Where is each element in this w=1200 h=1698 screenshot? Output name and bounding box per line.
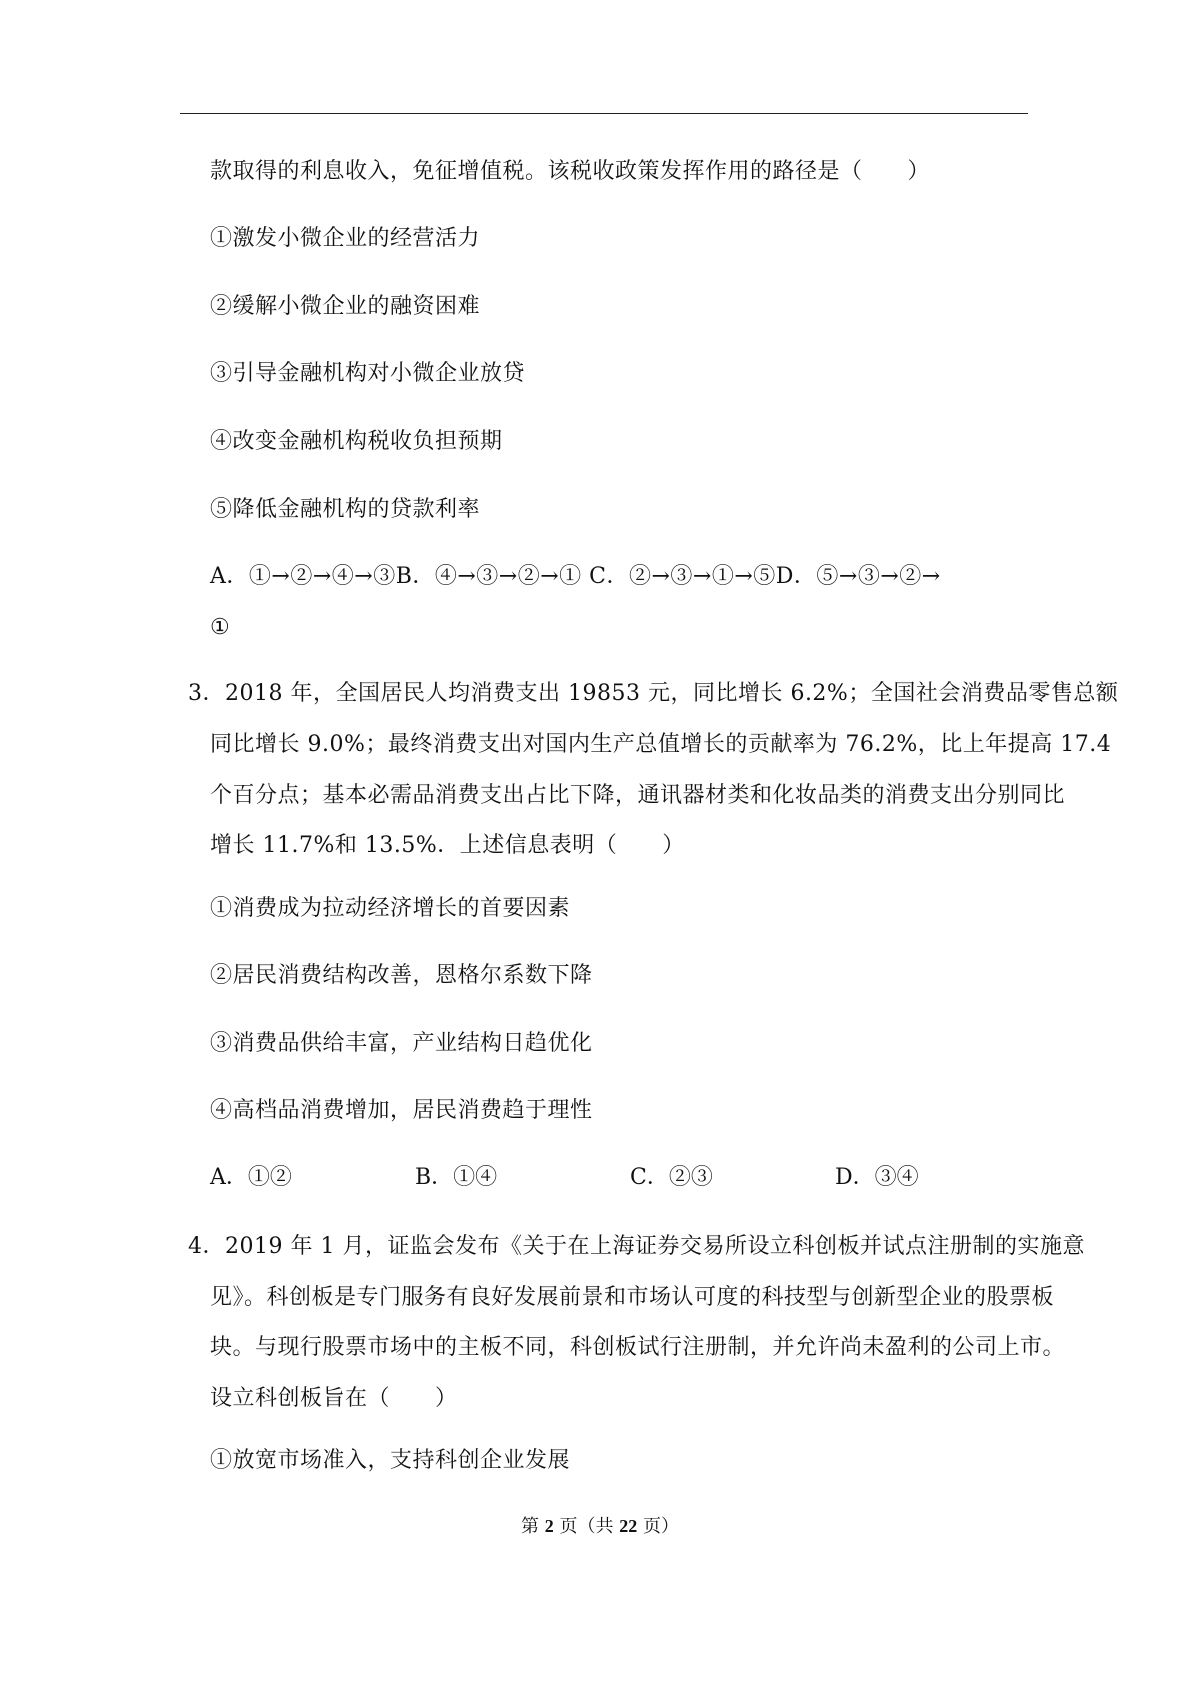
footer-total-pages: 22: [619, 1516, 638, 1536]
question-3-choice-b: B．①④: [415, 1165, 498, 1190]
question-2-option-3: ③引导金融机构对小微企业放贷: [210, 361, 526, 386]
question-2-choices: A．①→②→④→③B．④→③→②→① C．②→③→①→⑤D．⑤→③→②→: [210, 564, 941, 589]
question-4-option-1: ①放宽市场准入，支持科创企业发展: [210, 1448, 571, 1473]
question-3-option-4: ④高档品消费增加，居民消费趋于理性: [210, 1098, 593, 1123]
question-3-option-3: ③消费品供给丰富，产业结构日趋优化: [210, 1031, 593, 1056]
question-3-choice-c: C．②③: [630, 1165, 713, 1190]
question-2-stem-tail: 款取得的利息收入，免征增值税。该税收政策发挥作用的路径是（ ）: [210, 159, 931, 184]
question-4-stem-line-1: 4．2019 年 1 月，证监会发布《关于在上海证券交易所设立科创板并试点注册制的实施意: [188, 1234, 1085, 1259]
question-2-option-2: ②缓解小微企业的融资困难: [210, 294, 481, 319]
page-footer: [0, 1514, 1200, 1539]
footer-suffix: 页）: [637, 1516, 679, 1537]
question-4-stem-line-4: 设立科创板旨在（ ）: [210, 1386, 458, 1411]
question-4-stem-line-3: 块。与现行股票市场中的主板不同，科创板试行注册制，并允许尚未盈利的公司上市。: [210, 1335, 1066, 1360]
question-3-stem-line-3: 个百分点；基本必需品消费支出占比下降，通讯器材类和化妆品类的消费支出分别同比: [210, 783, 1066, 808]
question-2-option-5: ⑤降低金融机构的贷款利率: [210, 497, 481, 522]
footer-prefix: 第: [521, 1516, 545, 1537]
question-3-stem-line-4: 增长 11.7%和 13.5%．上述信息表明（ ）: [210, 833, 685, 858]
question-2-option-4: ④改变金融机构税收负担预期: [210, 429, 503, 454]
footer-page-number: 2: [544, 1516, 554, 1536]
question-3-option-1: ①消费成为拉动经济增长的首要因素: [210, 896, 571, 921]
question-2-choices-wrap: ①: [210, 615, 231, 640]
question-3-option-2: ②居民消费结构改善，恩格尔系数下降: [210, 963, 593, 988]
footer-middle: 页（共: [553, 1516, 620, 1537]
question-3-choice-d: D．③④: [835, 1165, 919, 1190]
header-rule: [180, 113, 1028, 114]
question-3-stem-line-1: 3．2018 年，全国居民人均消费支出 19853 元，同比增长 6.2%；全国社会消费品零售总额: [188, 681, 1119, 706]
question-3-stem-line-2: 同比增长 9.0%；最终消费支出对国内生产总值增长的贡献率为 76.2%，比上年提高 17.4: [210, 732, 1112, 757]
question-4-stem-line-2: 见》。科创板是专门服务有良好发展前景和市场认可度的科技型与创新型企业的股票板: [210, 1285, 1055, 1310]
question-3-choice-a: A．①②: [210, 1165, 292, 1190]
question-2-option-1: ①激发小微企业的经营活力: [210, 226, 481, 251]
